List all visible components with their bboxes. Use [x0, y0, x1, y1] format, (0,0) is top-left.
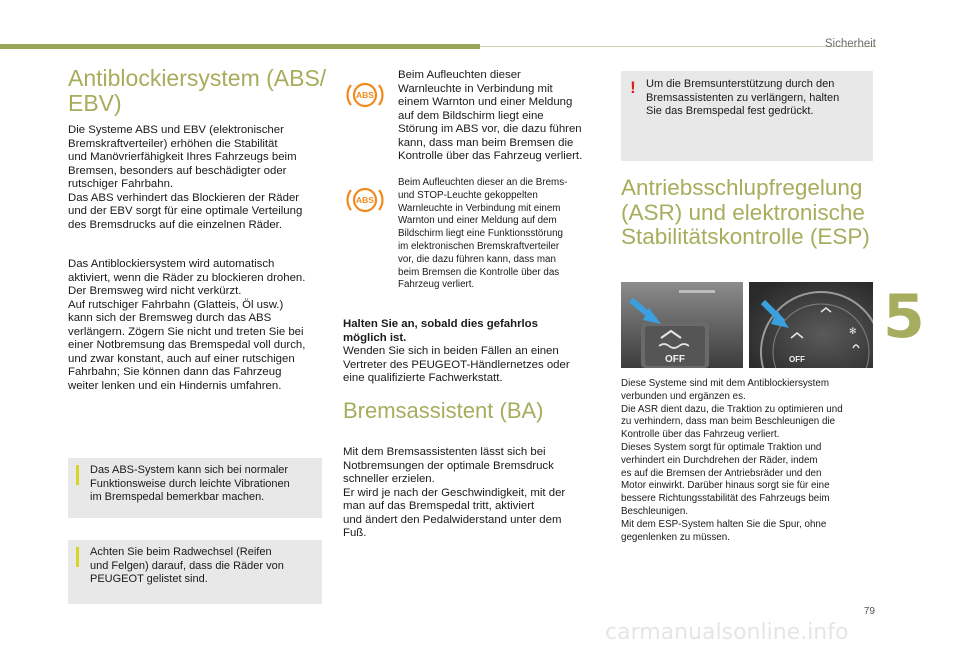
abs-title: Antiblockiersystem (ABS/ EBV) [68, 65, 327, 116]
abs-warning-lamp-icon [345, 78, 385, 112]
svg-text:✻: ✻ [849, 327, 857, 337]
info-note-text: Das ABS-System kann sich bei normaler Funktionsweise durch leichte Vibrationen im Bremspedal bemerkbar machen. [90, 464, 290, 503]
alert-note-text: Um die Bremsunterstützung durch den Bremsassistenten zu verlängern, halten Sie das Bremspedal fest gedrückt. [646, 78, 840, 117]
asr-esp-text: Diese Systeme sind mit dem Antiblockiersystem verbunden und ergänzen es. Die ASR dient dazu, die Traktion zu optimieren und zu verhindern, dass man beim Beschleunigen die Kontrolle über das Fahrzeug verliert. Dieses System sorgt für optimale Traktion und verhindert ein Durchdrehen der Räder, indem es auf die Bremsen der Antriebsräder und den Motor einwirkt. Darüber hinaus sorgt sie für eine bessere Richtungsstabilität des Fahrzeugs beim Beschleunigen. Mit dem ESP-System halten Sie die Spur, ohne gegenlenken zu müssen. [621, 378, 843, 543]
esp-off-button-photo-1 [621, 282, 743, 368]
header-accent-bar [0, 44, 480, 49]
asr-esp-title: Antriebsschlupfregelung (ASR) und elektronische Stabilitätskontrolle (ESP) [621, 175, 870, 249]
abs-intro: Die Systeme ABS und EBV (elektronischer Bremskraftverteiler) erhöhen die Stabilität und Manövrierfähigkeit Ihres Fahrzeugs beim Bremsen, besonders auf beschädigter oder rutschiger Fahrbahn. Das ABS verhindert das Blockieren der Räder und der EBV sorgt für eine optimale Verteilung des Bremsdrucks auf die einzelnen Räder. [68, 124, 303, 231]
off-label: OFF [665, 354, 685, 365]
abs-icon-label: ABS [356, 90, 374, 100]
esp-off-button-photo-2 [749, 282, 873, 368]
info-note-text: Achten Sie beim Radwechsel (Reifen und Felgen) darauf, dass die Räder von PEUGEOT gelistet sind. [90, 546, 284, 585]
ba-title: Bremsassistent (BA) [343, 398, 544, 423]
watermark: carmanualsonline.info [605, 620, 849, 645]
stop-text: Wenden Sie sich in beiden Fällen an einen Vertreter des PEUGEOT-Händlernetzes oder eine qualifizierte Fachwerkstatt. [343, 345, 570, 384]
page-number: 79 [863, 606, 875, 617]
ebv-warning-lamp-icon [345, 183, 385, 217]
ebv-lamp-text: Beim Aufleuchten dieser an die Brems- und STOP-Leuchte gekoppelten Warnleuchte in Verbindung mit einem Warnton und einer Meldung auf dem Bildschirm liegt eine Funktionsstörung im elektronischen Bremskraftverteiler vor, die dazu führen kann, dass man beim Bremsen die Kontrolle über das Fahrzeug verliert. [398, 177, 568, 291]
info-note-wheels [68, 540, 322, 604]
exclamation-icon: ! [630, 78, 636, 97]
abs-icon-label: ABS [356, 195, 374, 205]
ba-text: Mit dem Bremsassistenten lässt sich bei Notbremsungen der optimale Bremsdruck schneller erzielen. Er wird je nach der Geschwindigkeit, mit der man auf das Bremspedal tritt, aktiviert und ändert den Pedalwiderstand unter dem Fuß. [343, 446, 566, 539]
section-label: Sicherheit [824, 38, 876, 50]
stop-heading: Halten Sie an, sobald dies gefahrlos möglich ist. [343, 318, 538, 344]
alert-note [621, 71, 873, 161]
info-icon [76, 547, 79, 567]
chapter-number: 5 [883, 282, 925, 352]
info-icon [76, 465, 79, 485]
abs-function: Das Antiblockiersystem wird automatisch aktiviert, wenn die Räder zu blockieren drohen. Der Bremsweg wird nicht verkürzt. Auf rutschiger Fahrbahn (Glatteis, Öl usw.) kann sich der Bremsweg durch das ABS verlängern. Zögern Sie nicht und treten Sie bei einer Notbremsung das Bremspedal voll durch, und zwar konstant, auch auf einer rutschigen Fahrbahn; Sie können dann das Fahrzeug weiter lenken und ein Hindernis umfahren. [68, 258, 306, 392]
off-label: OFF [789, 355, 805, 364]
abs-lamp-text: Beim Aufleuchten dieser Warnleuchte in Verbindung mit einem Warnton und einer Meldung auf dem Bildschirm liegt eine Störung im ABS vor, die dazu führen kann, dass man beim Bremsen die Kontrolle über das Fahrzeug verliert. [398, 69, 583, 162]
info-note-vibration [68, 458, 322, 518]
